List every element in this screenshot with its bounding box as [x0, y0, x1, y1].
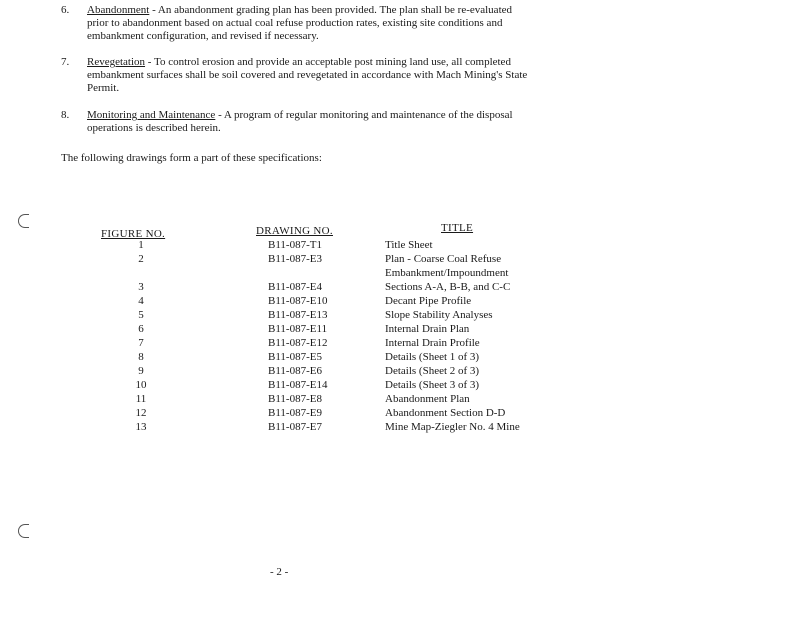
item-text: - To control erosion and provide an acceptable post mining land use, all completed embankment surfaces shall be soil covered and revegetated in accordance with Mach Mining's State Permit. [87, 56, 528, 94]
figure-number-cell: 5 [138, 309, 144, 321]
drawing-number-cell: B11-087-E13 [268, 309, 328, 321]
drawing-title-cell: Title Sheet [385, 239, 433, 251]
item-number: 8. [61, 109, 70, 121]
drawing-title-cell: Details (Sheet 1 of 3) [385, 351, 480, 363]
table-row [0, 280, 800, 294]
drawing-title-cell: Details (Sheet 2 of 3) [385, 365, 480, 377]
figure-number-cell: 6 [138, 323, 144, 335]
table-row [0, 420, 800, 434]
item-heading: Monitoring and Maintenance [87, 109, 216, 121]
figure-number-cell: 2 [138, 253, 144, 265]
drawing-title-cell: Internal Drain Plan [385, 323, 470, 335]
drawing-number-cell: B11-087-E10 [268, 295, 328, 307]
table-row [0, 266, 800, 280]
drawing-number-cell: B11-087-E4 [268, 281, 322, 293]
drawing-number-cell: B11-087-E14 [268, 379, 328, 391]
item-text: - A program of regular monitoring and maintenance of the disposal operations is described herein. [87, 109, 513, 134]
drawing-title-cell: Slope Stability Analyses [385, 309, 493, 321]
figure-number-cell: 12 [135, 407, 147, 419]
header-title: TITLE [441, 222, 474, 234]
drawing-number-cell: B11-087-E12 [268, 337, 328, 349]
figure-number-cell: 10 [135, 379, 147, 391]
intro-text: The following drawings form a part of these specifications: [61, 152, 322, 164]
table-row [0, 322, 800, 336]
table-row [0, 308, 800, 322]
drawing-title-cell: Decant Pipe Profile [385, 295, 472, 307]
drawing-number-cell: B11-087-E8 [268, 393, 322, 405]
item-body [87, 109, 535, 135]
table-row [0, 238, 800, 252]
drawing-number-cell: B11-087-E3 [268, 253, 322, 265]
table-row [0, 252, 800, 266]
item-body [87, 4, 535, 43]
item-number: 6. [61, 4, 70, 16]
item-heading: Abandonment [87, 4, 150, 16]
drawing-number-cell: B11-087-E6 [268, 365, 322, 377]
drawing-number-cell: B11-087-E7 [268, 421, 322, 433]
figure-number-cell: 8 [138, 351, 144, 363]
table-row [0, 336, 800, 350]
drawing-title-cell: Internal Drain Profile [385, 337, 480, 349]
figure-number-cell: 9 [138, 365, 144, 377]
drawing-title-cell: Sections A-A, B-B, and C-C [385, 281, 511, 293]
drawing-number-cell: B11-087-T1 [268, 239, 322, 251]
figure-number-cell: 1 [138, 239, 144, 251]
punch-hole-mark [18, 214, 29, 228]
drawing-number-cell: B11-087-E11 [268, 323, 328, 335]
drawing-title-cell: Embankment/Impoundment [385, 267, 509, 279]
item-text: - An abandonment grading plan has been provided. The plan shall be re-evaluated prior to abandonment based on actual coal refuse production rates, existing site conditions and embankment configuration, and revised if necessary. [87, 4, 513, 42]
table-row [0, 378, 800, 392]
table-row [0, 406, 800, 420]
table-row [0, 294, 800, 308]
drawing-number-cell: B11-087-E9 [268, 407, 322, 419]
page-number: - 2 - [270, 566, 289, 578]
drawing-title-cell: Details (Sheet 3 of 3) [385, 379, 480, 391]
header-figure-no: FIGURE NO. [101, 228, 166, 240]
drawing-title-cell: Abandonment Plan [385, 393, 470, 405]
figure-number-cell: 13 [135, 421, 147, 433]
drawing-number-cell: B11-087-E5 [268, 351, 322, 363]
table-row [0, 392, 800, 406]
drawing-title-cell: Abandonment Section D-D [385, 407, 506, 419]
figure-number-cell: 3 [138, 281, 144, 293]
header-drawing-no: DRAWING NO. [256, 225, 333, 237]
item-heading: Revegetation [87, 56, 146, 68]
drawing-title-cell: Mine Map-Ziegler No. 4 Mine [385, 421, 520, 433]
table-row [0, 364, 800, 378]
figure-number-cell: 11 [135, 393, 147, 405]
drawing-title-cell: Plan - Coarse Coal Refuse [385, 253, 502, 265]
figure-number-cell: 4 [138, 295, 144, 307]
item-body [87, 56, 535, 95]
figure-number-cell: 7 [138, 337, 144, 349]
punch-hole-mark [18, 524, 29, 538]
table-row [0, 350, 800, 364]
item-number: 7. [61, 56, 70, 68]
